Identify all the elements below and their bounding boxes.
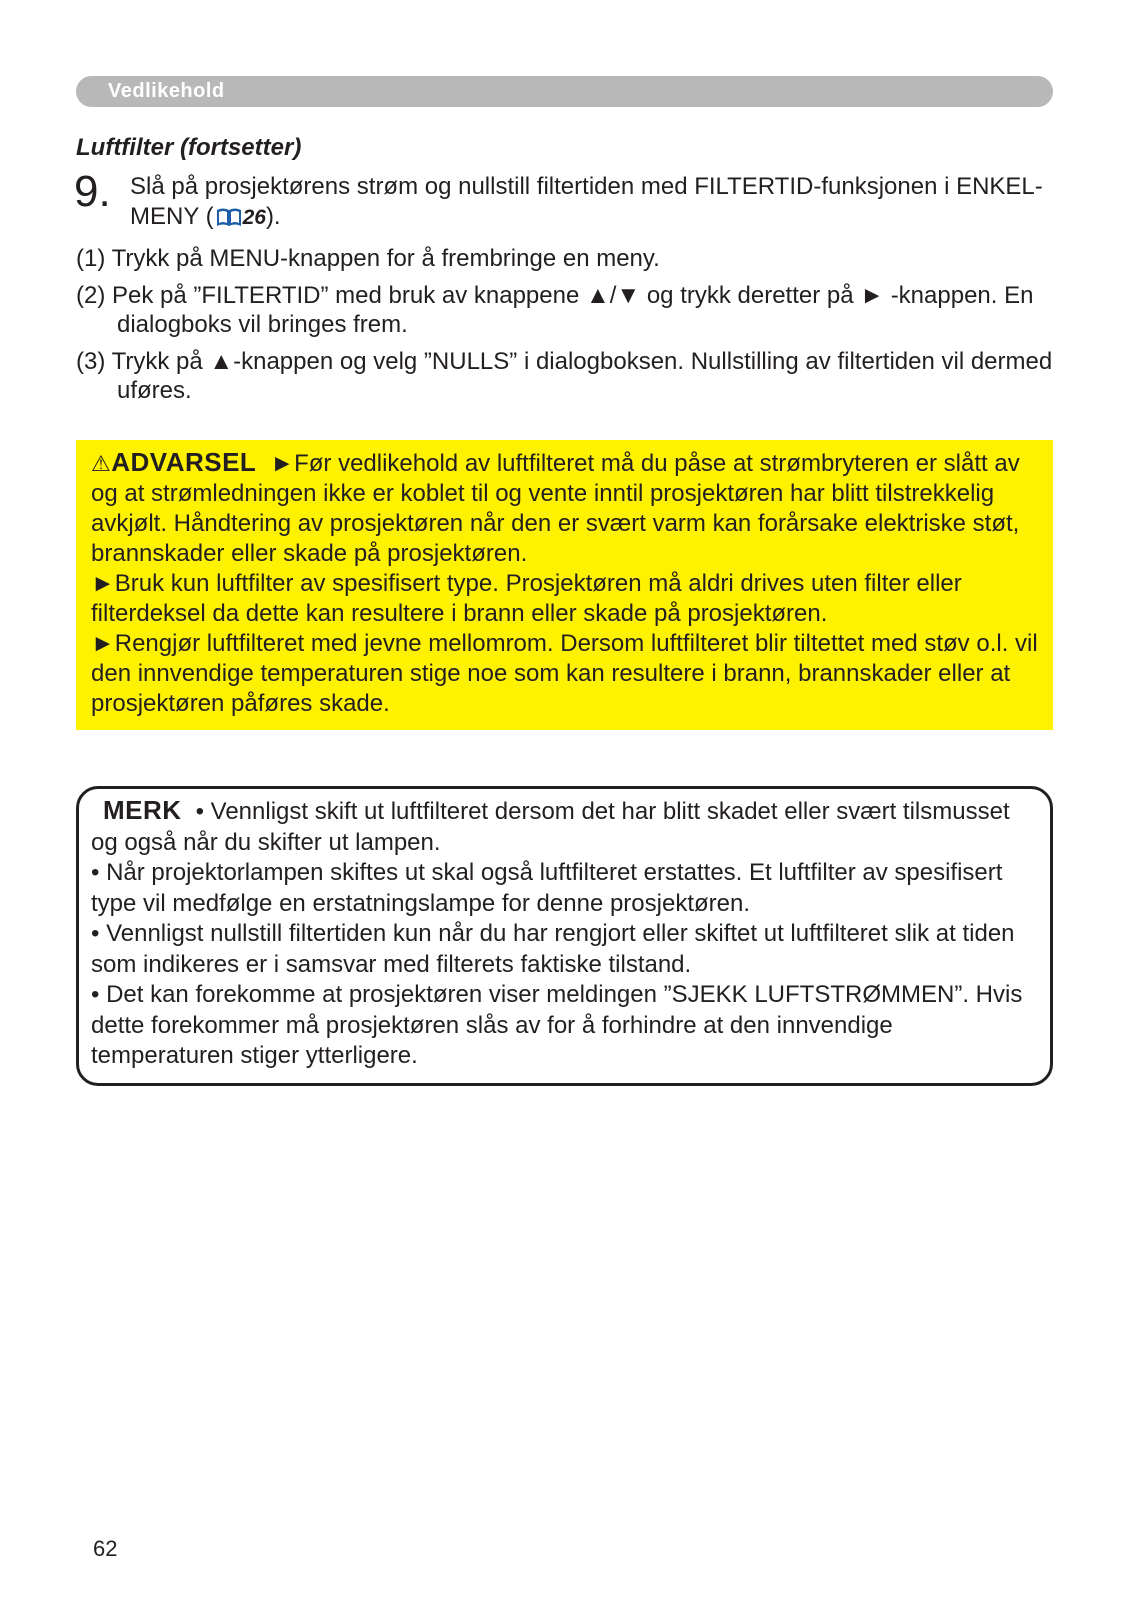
warning-title-text: ADVARSEL (111, 447, 257, 477)
note-paragraph-4: • Det kan forekomme at prosjektøren viser meldingen ”SJEKK LUFTSTRØMMEN”. Hvis dette forekommer må prosjektøren slås av for å forhindre at den innvendige temperaturen stiger ytterligere. (91, 981, 1023, 1069)
note-paragraph-1 (91, 795, 1038, 858)
substep-list (76, 244, 1061, 413)
step-text (130, 172, 1060, 233)
warning-text-1: ►Før vedlikehold av luftfilteret må du påse at strømbryteren er slått av og at strømledningen ikke er koblet til og vente inntil prosjektøren har blitt tilstrekkelig avkjølt. Håndtering av prosjektøren når den er svært varm kan forårsake elektriske støt, brannskader eller skade på prosjektøren. (91, 450, 1020, 567)
step-number: 9. (74, 167, 111, 216)
note-text-1: • Vennligst skift ut luftfilteret dersom det har blitt skadet eller svært tilsmusset og også når du skifter ut lampen. (91, 798, 1010, 856)
step-text-main: Slå på prosjektørens strøm og nullstill filtertiden med FILTERTID-funksjonen i ENKEL-MENY ( (130, 173, 1043, 230)
section-title: Luftfilter (fortsetter) (76, 134, 302, 161)
warning-box (76, 440, 1053, 730)
substep-2: (2) Pek på ”FILTERTID” med bruk av knappene ▲/▼ og trykk deretter på ► -knappen. En dialogboks vil bringes frem. (76, 282, 1034, 338)
warning-paragraph-3: ►Rengjør luftfilteret med jevne mellomrom. Dersom luftfilteret blir tiltettet med støv o.l. vil den innvendige temperaturen stige noe som kan resultere i brann, brannskader eller at prosjektøren påføres skade. (91, 630, 1038, 717)
page-reference[interactable]: 26 (242, 206, 266, 229)
section-header-bar (76, 76, 1053, 107)
note-paragraph-3: • Vennligst nullstill filtertiden kun når du har rengjort eller skiftet ut luftfilteret slik at tiden som indikeres er i samsvar med filterets faktiske tilstand. (91, 920, 1015, 978)
substep-1: (1) Trykk på MENU-knappen for å frembringe en meny. (76, 245, 660, 272)
step-text-end: ). (265, 203, 281, 230)
warning-paragraph-1 (91, 447, 1043, 569)
book-icon (215, 207, 243, 227)
substep-3: (3) Trykk på ▲-knappen og velg ”NULLS” i dialogboksen. Nullstilling av filtertiden vil dermed uføres. (76, 348, 1053, 404)
section-header-label: Vedlikehold (108, 80, 225, 102)
warning-paragraph-2: ►Bruk kun luftfilter av spesifisert type. Prosjektøren må aldri drives uten filter eller filterdeksel da dette kan resultere i brann eller skade på prosjektøren. (91, 570, 962, 627)
page-number: 62 (93, 1536, 118, 1561)
warning-title (91, 447, 256, 477)
warning-triangle-icon: ⚠ (91, 451, 112, 476)
note-box (76, 786, 1053, 1086)
note-title: MERK (103, 795, 182, 825)
note-paragraph-2: • Når projektorlampen skiftes ut skal også luftfilteret erstattes. Et luftfilter av spesifisert type vil medfølge en erstatningslampe for denne prosjektøren. (91, 859, 1003, 917)
